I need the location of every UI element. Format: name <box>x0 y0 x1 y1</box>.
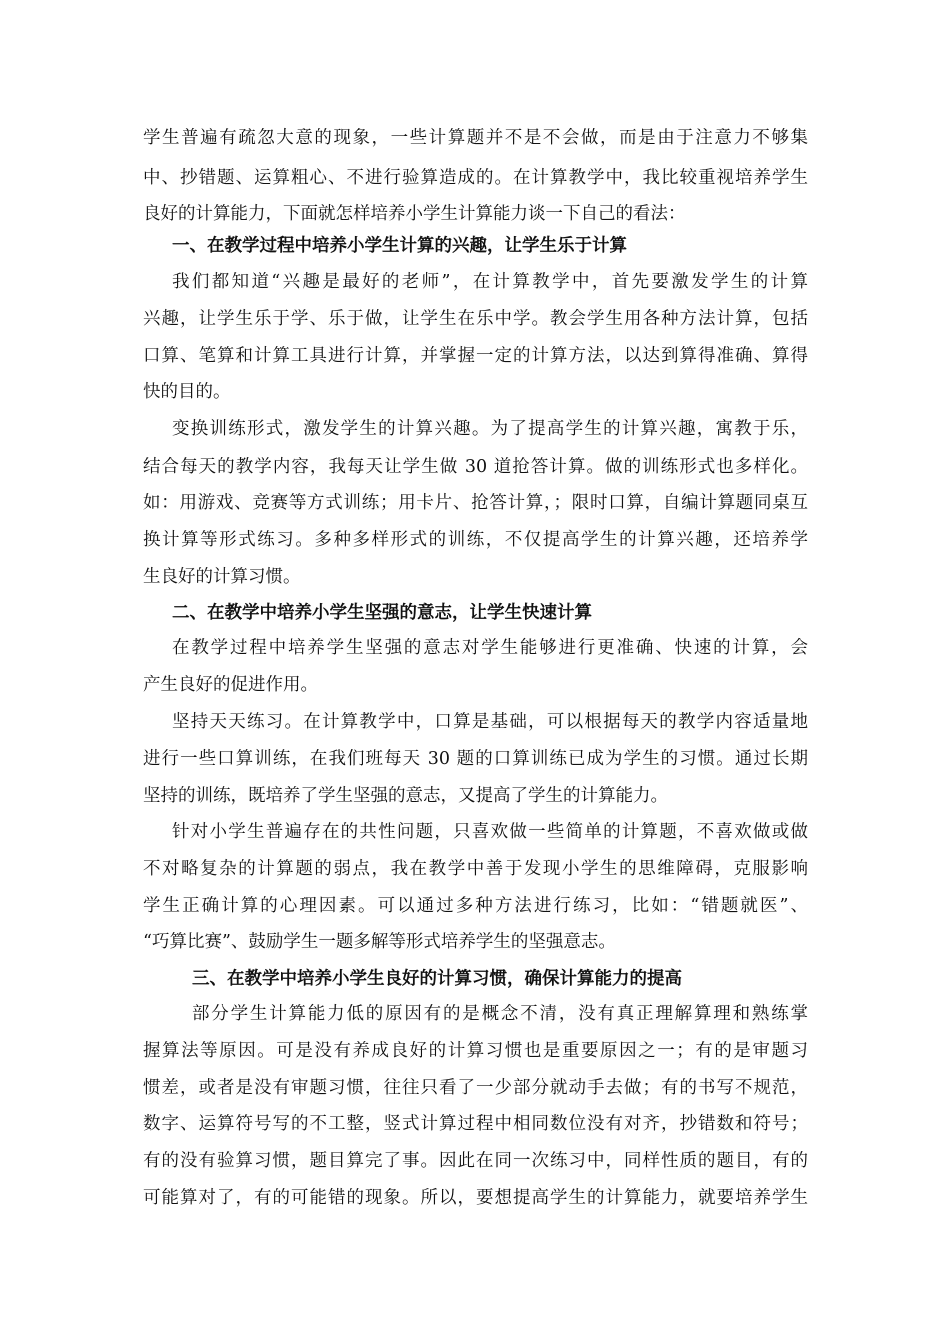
text-line: “巧算比赛”、鼓励学生一题多解等形式培养学生的坚强意志。 <box>143 932 616 952</box>
text-line: 坚持天天练习。在计算教学中，口算是基础，可以根据每天的教学内容适量地 <box>172 712 808 732</box>
text-line: 变换训练形式，激发学生的计算兴趣。为了提高学生的计算兴趣，寓教于乐， <box>172 419 808 439</box>
text-line: 不对略复杂的计算题的弱点，我在教学中善于发现小学生的思维障碍，克服影响 <box>143 859 808 879</box>
text-line: 我们都知道“兴趣是最好的老师”，在计算教学中，首先要激发学生的计算 <box>172 272 808 292</box>
text-line: 握算法等原因。可是没有养成良好的计算习惯也是重要原因之一；有的是审题习 <box>143 1041 808 1061</box>
text-line: 快的目的。 <box>143 382 231 402</box>
text-line: 学生普遍有疏忽大意的现象，一些计算题并不是不会做，而是由于注意力不够集 <box>143 128 808 148</box>
text-line: 部分学生计算能力低的原因有的是概念不清，没有真正理解算理和熟练掌 <box>192 1004 808 1024</box>
section-heading-1: 一、在教学过程中培养小学生计算的兴趣，让学生乐于计算 <box>172 236 627 256</box>
section-heading-2: 二、在教学中培养小学生坚强的意志，让学生快速计算 <box>172 603 592 623</box>
text-line: 结合每天的教学内容，我每天让学生做 30 道抢答计算。做的训练形式也多样化。 <box>143 457 808 477</box>
text-line: 坚持的训练，既培养了学生坚强的意志，又提高了学生的计算能力。 <box>143 786 668 806</box>
text-line: 生良好的计算习惯。 <box>143 567 301 587</box>
text-line: 产生良好的促进作用。 <box>143 675 318 695</box>
text-line: 中、抄错题、运算粗心、不进行验算造成的。在计算教学中，我比较重视培养学生 <box>143 168 808 188</box>
text-line: 如：用游戏、竞赛等方式训练；用卡片、抢答计算，；限时口算，自编计算题同桌互 <box>143 493 808 513</box>
text-line: 在教学过程中培养学生坚强的意志对学生能够进行更准确、快速的计算，会 <box>172 638 808 658</box>
text-line: 惯差，或者是没有审题习惯，往往只看了一少部分就动手去做；有的书写不规范， <box>143 1078 808 1098</box>
text-line: 有的没有验算习惯，题目算完了事。因此在同一次练习中，同样性质的题目，有的 <box>143 1151 808 1171</box>
text-line: 换计算等形式练习。多种多样形式的训练，不仅提高学生的计算兴趣，还培养学 <box>143 530 808 550</box>
text-line: 良好的计算能力，下面就怎样培养小学生计算能力谈一下自己的看法： <box>143 204 686 224</box>
text-line: 学生正确计算的心理因素。可以通过多种方法进行练习，比如：“错题就医”、 <box>143 896 808 916</box>
text-line: 兴趣，让学生乐于学、乐于做，让学生在乐中学。教会学生用各种方法计算，包括 <box>143 309 808 329</box>
text-line: 口算、笔算和计算工具进行计算，并掌握一定的计算方法，以达到算得准确、算得 <box>143 346 808 366</box>
section-heading-3: 三、在教学中培养小学生良好的计算习惯，确保计算能力的提高 <box>192 969 682 989</box>
text-line: 针对小学生普遍存在的共性问题，只喜欢做一些简单的计算题，不喜欢做或做 <box>172 822 808 842</box>
text-line: 可能算对了，有的可能错的现象。所以，要想提高学生的计算能力，就要培养学生 <box>143 1188 808 1208</box>
text-line: 进行一些口算训练，在我们班每天 30 题的口算训练已成为学生的习惯。通过长期 <box>143 749 808 769</box>
text-line: 数字、运算符号写的不工整，竖式计算过程中相同数位没有对齐，抄错数和符号； <box>143 1114 808 1134</box>
